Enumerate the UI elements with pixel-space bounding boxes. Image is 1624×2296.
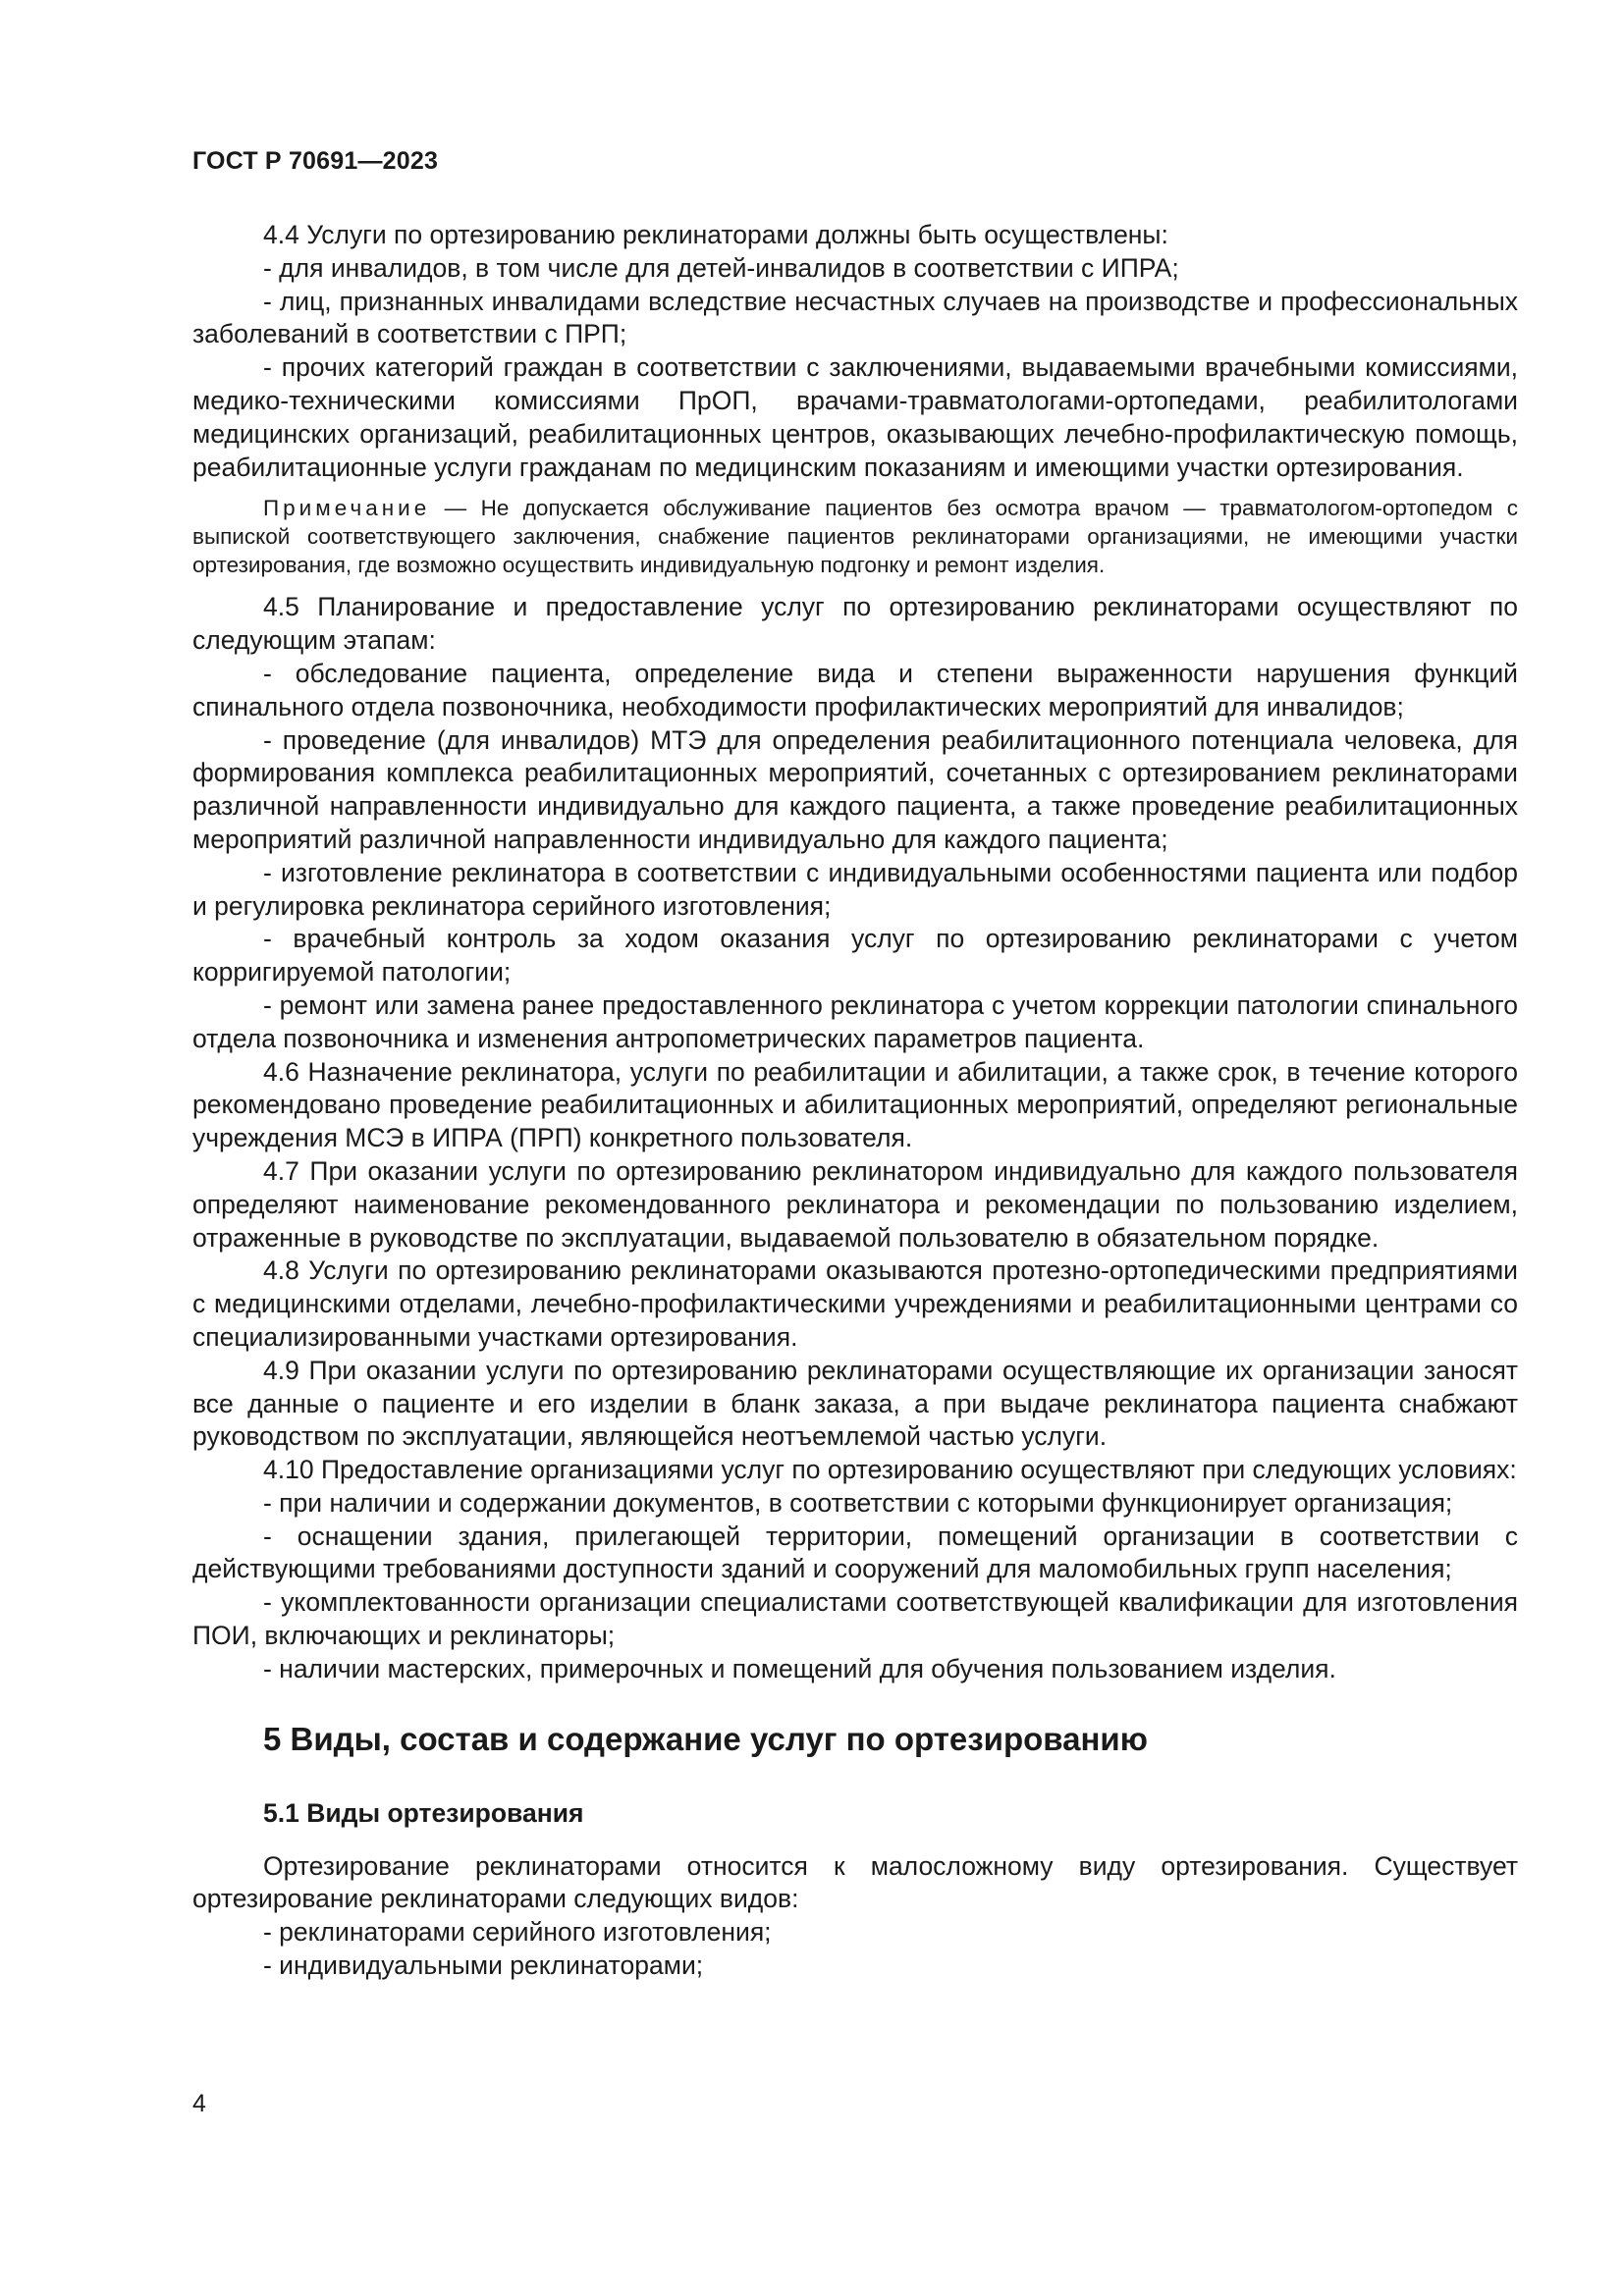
note-text: — Не допускается обслуживание пациентов без осмотра врачом — травматологом-ортопедом с выпиской соответствующего заключения, снабжение пациентов реклинаторами организациями, не имеющими участки ортезирования, где возможно осуществить индивидуальную подгонку и ремонт изделия. bbox=[192, 496, 1518, 578]
list-item: - при наличии и содержании документов, в соответствии с которыми функционирует организация; bbox=[263, 1487, 1453, 1518]
subsection-heading: 5.1 Виды ортезирования bbox=[263, 1797, 584, 1828]
list-item: - изготовление реклинатора в соответствии с индивидуальными особенностями пациента или подбор и регулировка реклинатора серийного изготовления; bbox=[192, 857, 1518, 921]
list-item: - индивидуальными реклинаторами; bbox=[263, 1950, 704, 1981]
paragraph: Ортезирование реклинаторами относится к малосложному виду ортезирования. Существует ортезирование реклинаторами следующих видов: bbox=[192, 1850, 1518, 1914]
page-number: 4 bbox=[192, 2090, 206, 2117]
paragraph: 4.9 При оказании услуги по ортезированию реклинаторами осуществляющие их организации заносят все данные о пациенте и его изделии в бланк заказа, а при выдаче реклинатора пациента снабжают руководством по эксплуатации, являющейся неотъемлемой частью услуги. bbox=[192, 1355, 1518, 1452]
document-header: ГОСТ Р 70691—2023 bbox=[192, 147, 439, 175]
document-body bbox=[192, 219, 1518, 1983]
list-item: - проведение (для инвалидов) МТЭ для определения реабилитационного потенциала человека, для формирования комплекса реабилитационных мероприятий, сочетанных с ортезированием реклинаторами различной направленности индивидуально для каждого пациента, а также проведение реабилитационных мероприятий различной направленности индивидуально для каждого пациента; bbox=[192, 724, 1518, 854]
list-item: - укомплектованности организации специалистами соответствующей квалификации для изготовления ПОИ, включающих и реклинаторы; bbox=[192, 1587, 1518, 1651]
list-item: - реклинаторами серийного изготовления; bbox=[263, 1917, 772, 1948]
note-block bbox=[192, 494, 1518, 579]
list-item: - оснащении здания, прилегающей территории, помещений организации в соответствии с действующими требованиями доступности зданий и сооружений для маломобильных групп населения; bbox=[192, 1521, 1518, 1584]
paragraph: 4.4 Услуги по ортезированию реклинаторами должны быть осуществлены: bbox=[263, 220, 1168, 249]
paragraph: 4.6 Назначение реклинатора, услуги по реабилитации и абилитации, а также срок, в течение которого рекомендовано проведение реабилитационных и абилитационных мероприятий, определяют региональные учреждения МСЭ в ИПРА (ПРП) конкретного пользователя. bbox=[192, 1056, 1518, 1153]
list-item: - лиц, признанных инвалидами вследствие несчастных случаев на производстве и профессиональных заболеваний в соответствии с ПРП; bbox=[192, 286, 1518, 349]
list-item: - для инвалидов, в том числе для детей-инвалидов в соответствии с ИПРА; bbox=[263, 252, 1179, 283]
paragraph: 4.10 Предоставление организациями услуг по ортезированию осуществляют при следующих условиях: bbox=[263, 1455, 1517, 1485]
note-label: Примечание bbox=[263, 496, 431, 521]
list-item: - прочих категорий граждан в соответствии с заключениями, выдаваемыми врачебными комиссиями, медико-техническими комиссиями ПрОП, врачами-травматологами-ортопедами, реабилитологами медицинских организаций, реабилитационных центров, оказывающих лечебно-профилактическую помощь, реабилитационные услуги гражданам по медицинским показаниям и имеющими участки ортезирования. bbox=[192, 352, 1518, 482]
section-heading: 5 Виды, состав и содержание услуг по ортезированию bbox=[263, 1720, 1148, 1757]
paragraph: 4.8 Услуги по ортезированию реклинаторами оказываются протезно-ортопедическими предприятиями с медицинскими отделами, лечебно-профилактическими учреждениями и реабилитационными центрами со специализированными участками ортезирования. bbox=[192, 1255, 1518, 1352]
paragraph: 4.7 При оказании услуги по ортезированию реклинатором индивидуально для каждого пользователя определяют наименование рекомендованного реклинатора и рекомендации по пользованию изделием, отраженные в руководстве по эксплуатации, выдаваемой пользователю в обязательном порядке. bbox=[192, 1155, 1518, 1253]
list-item: - обследование пациента, определение вида и степени выраженности нарушения функций спинального отдела позвоночника, необходимости профилактических мероприятий для инвалидов; bbox=[192, 658, 1518, 721]
paragraph: 4.5 Планирование и предоставление услуг по ортезированию реклинаторами осуществляют по следующим этапам: bbox=[192, 592, 1518, 656]
list-item: - ремонт или замена ранее предоставленного реклинатора с учетом коррекции патологии спинального отдела позвоночника и изменения антропометрических параметров пациента. bbox=[192, 989, 1518, 1053]
list-item: - наличии мастерских, примерочных и помещений для обучения пользованием изделия. bbox=[263, 1653, 1336, 1683]
list-item: - врачебный контроль за ходом оказания услуг по ортезированию реклинаторами с учетом корригируемой патологии; bbox=[192, 924, 1518, 988]
